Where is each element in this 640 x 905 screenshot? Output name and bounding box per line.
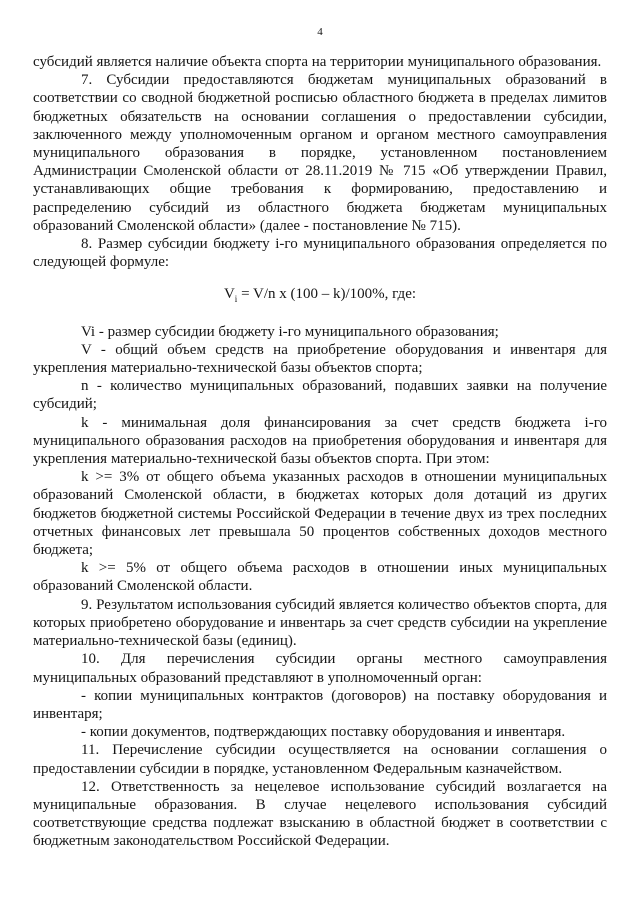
formula-lhs: V bbox=[223, 286, 235, 303]
definition-vi: Vi - размер субсидии бюджету i-го муниципального образования; bbox=[81, 323, 499, 340]
definition-k: k - минимальная доля финансирования за счет средств бюджета i-го муниципального образования расходов на приобретения оборудования и инвентаря для укрепления материально-технической базы объектов спорта. При этом: bbox=[33, 414, 607, 468]
paragraph-12: 12. Ответственность за нецелевое использование субсидий возлагается на муниципальные образования. В случае нецелевого использования субсидий соответствующие средства подлежат взысканию в областной бюджет в соответствии с бюджетным законодательством Российской Федерации. bbox=[33, 778, 607, 850]
list-item-documents: - копии документов, подтверждающих поставку оборудования и инвентаря. bbox=[81, 724, 566, 741]
paragraph-11: 11. Перечисление субсидии осуществляется на основании соглашения о предоставлении субсидии в порядке, установленном Федеральным казначейством. bbox=[33, 742, 607, 777]
formula-rhs: = V/n x (100 – k)/100%, где: bbox=[237, 286, 417, 303]
document-body bbox=[33, 53, 607, 851]
page-number: 4 bbox=[317, 26, 323, 38]
paragraph-10: 10. Для перечисления субсидии органы местного самоуправления муниципальных образований представляют в уполномоченный орган: bbox=[33, 651, 607, 686]
condition-k-3-percent: k >= 3% от общего объема указанных расходов в отношении муниципальных образований Смоленской области, в бюджетах которых доля дотаций из других бюджетов бюджетной системы Российской Федерации в течение двух из трех последних отчетных финансовых лет превышала 50 процентов собственных доходов местного бюджета; bbox=[33, 469, 607, 559]
paragraph-8: 8. Размер субсидии бюджету i-го муниципального образования определяется по следующей формуле: bbox=[33, 236, 607, 271]
subsidy-formula bbox=[33, 285, 607, 308]
definition-v: V - общий объем средств на приобретение оборудования и инвентаря для укрепления материально-технической базы объектов спорта; bbox=[33, 341, 607, 377]
list-item-contracts: - копии муниципальных контрактов (договоров) на поставку оборудования и инвентаря; bbox=[33, 687, 607, 722]
definition-n: n - количество муниципальных образований, подавших заявки на получение субсидий; bbox=[33, 378, 607, 413]
paragraph-9: 9. Результатом использования субсидий является количество объектов спорта, для которых приобретено оборудование и инвентарь за счет средств субсидии на укрепление материально-технической базы (единиц). bbox=[33, 596, 607, 650]
paragraph-continuation: субсидий является наличие объекта спорта на территории муниципального образования. bbox=[33, 54, 602, 70]
formula-lhs-subscript: i bbox=[234, 294, 238, 305]
condition-k-5-percent: k >= 5% от общего объема расходов в отношении иных муниципальных образований Смоленской области. bbox=[33, 560, 607, 595]
paragraph-7: 7. Субсидии предоставляются бюджетам муниципальных образований в соответствии со сводной бюджетной росписью областного бюджета в пределах лимитов бюджетных обязательств на основании соглашения о предоставлении субсидии, заключенного между уполномоченным органом и органом местного самоуправления муниципального образования в порядке, установленном постановлением Администрации Смоленской области от 28.11.2019 № 715 «Об утверждении Правил, устанавливающих общие требования к формированию, предоставлению и распределению субсидий из областного бюджета бюджетам муниципальных образований Смоленской области» (далее - постановление № 715). bbox=[33, 72, 607, 234]
